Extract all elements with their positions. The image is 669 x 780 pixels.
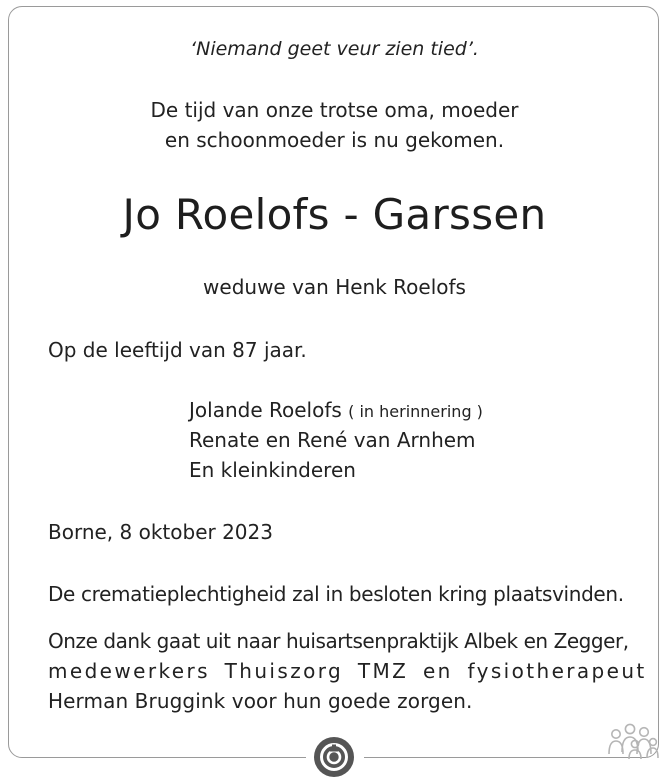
family-member-note: ( in herinnering ) bbox=[348, 402, 483, 421]
circular-emblem-icon[interactable] bbox=[313, 736, 355, 778]
place-date: Borne, 8 oktober 2023 bbox=[48, 520, 273, 544]
people-outline-icon bbox=[607, 722, 659, 760]
intro-line-1: De tijd van onze trotse oma, moeder bbox=[150, 98, 519, 122]
thanks-line-3: Herman Bruggink voor hun goede zorgen. bbox=[48, 689, 473, 713]
family-member-3: En kleinkinderen bbox=[189, 458, 356, 482]
intro-line-2: en schoonmoeder is nu gekomen. bbox=[164, 128, 505, 152]
quote: ‘Niemand geet veur zien tied’. bbox=[190, 38, 479, 60]
thanks-line-1: Onze dank gaat uit naar huisartsenpraktijk Albek en Zegger, bbox=[48, 629, 629, 653]
deceased-name: Jo Roelofs - Garssen bbox=[122, 190, 547, 239]
thanks-line-2: medewerkers Thuiszorg TMZ en fysiotherapeut bbox=[48, 659, 647, 683]
cremation-note: De crematieplechtigheid zal in besloten kring plaatsvinden. bbox=[48, 582, 624, 606]
age-line: Op de leeftijd van 87 jaar. bbox=[48, 338, 307, 362]
family-member-name: Jolande Roelofs bbox=[189, 398, 342, 422]
thanks-paragraph bbox=[48, 626, 647, 716]
family-member-2: Renate en René van Arnhem bbox=[189, 428, 476, 452]
family-member-1 bbox=[189, 398, 483, 422]
widow-of: weduwe van Henk Roelofs bbox=[203, 275, 466, 299]
